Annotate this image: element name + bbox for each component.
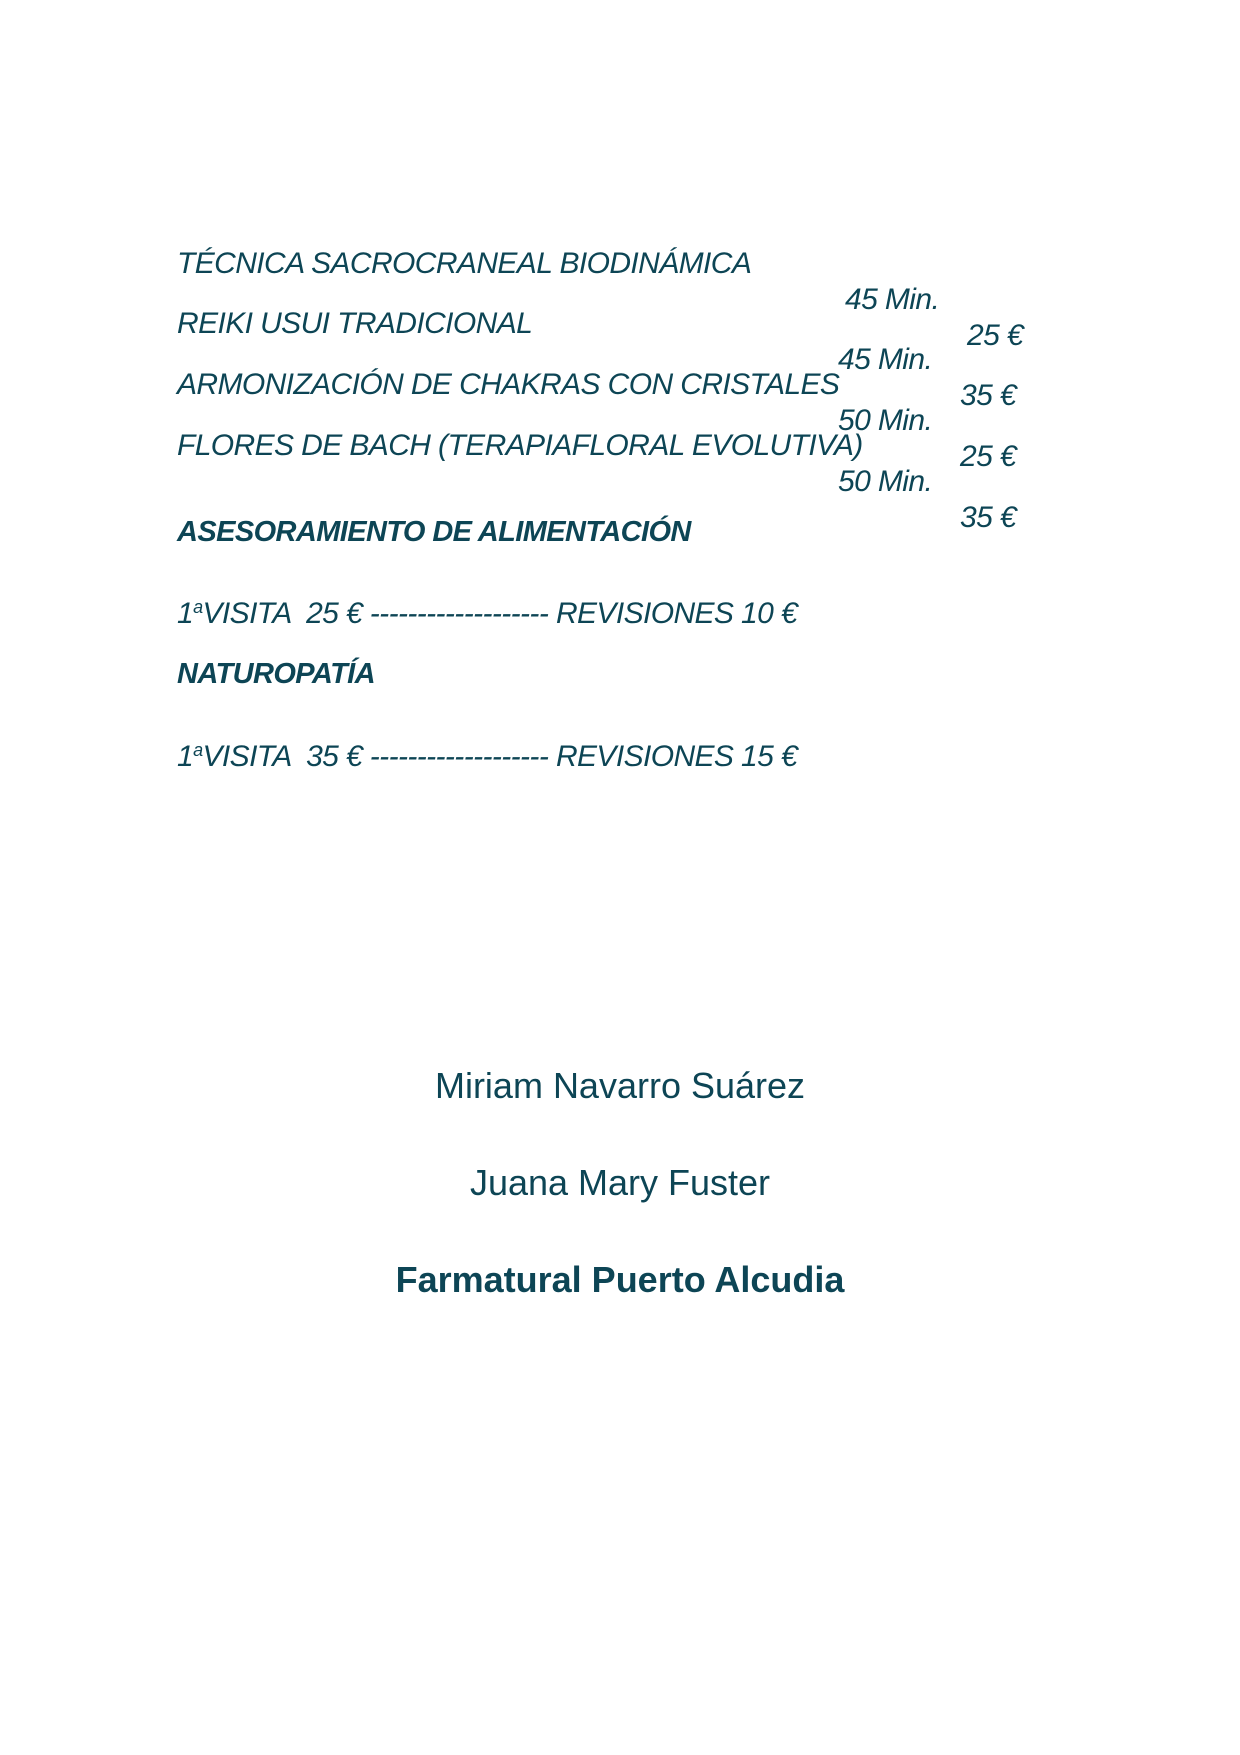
service-name: FLORES DE BACH (TERAPIAFLORAL EVOLUTIVA) — [177, 429, 863, 462]
service-duration: 45 Min. — [838, 343, 933, 376]
visit-ordinal: a — [193, 740, 203, 760]
service-price: 25 € — [967, 319, 1023, 352]
service-price: 25 € — [960, 440, 1016, 473]
nutrition-heading: ASESORAMIENTO DE ALIMENTACIÓN — [177, 516, 691, 548]
service-duration: 50 Min. — [838, 465, 933, 498]
signature-name-1: Miriam Navarro Suárez — [434, 1065, 806, 1106]
visit-number: 1 — [177, 740, 194, 773]
nutrition-visit-line — [177, 596, 797, 632]
service-price: 35 € — [960, 501, 1016, 534]
naturopathy-heading: NATUROPATÍA — [177, 658, 375, 690]
business-name: Farmatural Puerto Alcudia — [395, 1259, 845, 1300]
visit-pricing: VISITA 25 € ------------------- REVISIONES 10 € — [202, 597, 798, 630]
service-duration: 50 Min. — [838, 404, 933, 437]
naturopathy-visit-line — [177, 739, 797, 775]
service-name: ARMONIZACIÓN DE CHAKRAS CON CRISTALES — [177, 368, 840, 401]
service-duration: 45 Min. — [845, 283, 940, 316]
service-name: REIKI USUI TRADICIONAL — [177, 307, 533, 340]
service-price: 35 € — [960, 379, 1016, 412]
visit-number: 1 — [177, 597, 194, 630]
signature-name-2: Juana Mary Fuster — [469, 1162, 771, 1203]
service-name: TÉCNICA SACROCRANEAL BIODINÁMICA — [177, 247, 752, 280]
visit-ordinal: a — [193, 597, 203, 617]
visit-pricing: VISITA 35 € ------------------- REVISIONES 15 € — [202, 740, 798, 773]
